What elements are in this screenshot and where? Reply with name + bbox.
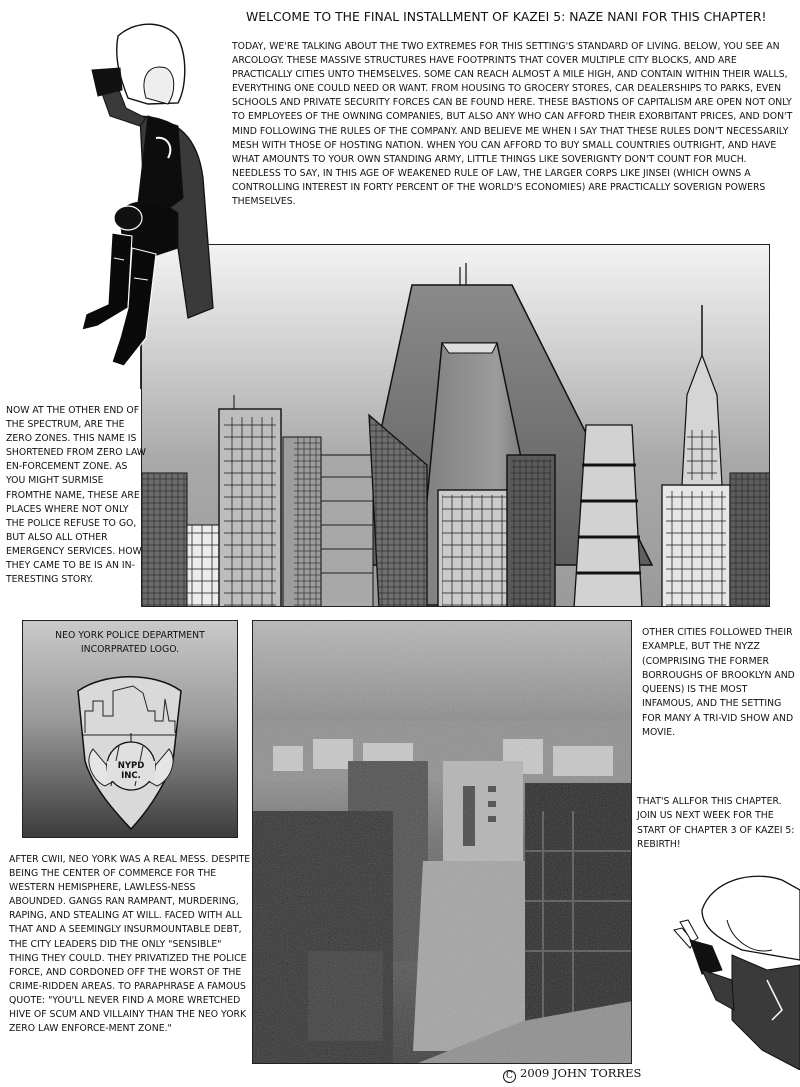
arcology-illustration [142,245,770,607]
character-peace-sign-illustration [672,870,800,1070]
zero-zones-paragraph: NOW AT THE OTHER END OF THE SPECTRUM, ARE THE ZERO ZONES. THIS NAME IS SHORTENED FROM ZERO LAW EN-FORCEMENT ZONE. AS YOU MIGHT SURMISE FROMTHE NAME, THESE ARE PLACES WHERE NOT ONLY THE POLICE REFUSE TO GO, BUT ALSO ALL OTHER EMERGENCY SERVICES. HOW THEY CAME TO BE IS AN IN-TERESTING STORY. [6,405,147,586]
nypd-logo-panel [22,620,238,838]
character-sitting-illustration [28,8,228,383]
ruined-city-photo [253,621,632,1064]
badge-text: NYPD INC. [107,761,155,781]
arcology-panel [141,244,770,607]
logo-caption-line1: NEO YORK POLICE DEPARTMENT [55,630,205,641]
page-title: WELCOME TO THE FINAL INSTALLMENT OF KAZEI 5: NAZE NANI FOR THIS CHAPTER! [246,9,767,24]
cwii-paragraph: AFTER CWII, NEO YORK WAS A REAL MESS. DESPITE BEING THE CENTER OF COMMERCE FOR THE WESTERN HEMISPHERE, LAWLESS-NESS ABOUNDED. GANGS RAN RAMPANT, MURDERING, RAPING, AND STEALING AT WILL. FACED WITH ALL THAT AND A SEEMINGLY INSURMOUNTABLE DEBT, THE CITY LEADERS DID THE ONLY "SENSIBLE" THING THEY COULD. THEY PRIVATIZED THE POLICE FORCE, AND CORDONED OFF THE WORST OF THE CRIME-RIDDEN AREAS. TO PARAPHRASE A FAMOUS QUOTE: "YOU'LL NEVER FIND A MORE WRETCHED HIVE OF SCUM AND VILLAINY THAN THE NEO YORK ZERO LAW ENFORCE-MENT ZONE." [9,854,251,1035]
zero-zone-photo-panel [252,620,632,1064]
logo-caption-line2: INCORPRATED LOGO. [80,644,180,655]
copyright-icon: C [503,1070,516,1083]
copyright-text: 2009 JOHN TORRES [520,1066,642,1080]
nypd-badge-icon [23,621,238,838]
ending-paragraph: THAT'S ALLFOR THIS CHAPTER. JOIN US NEXT WEEK FOR THE START OF CHAPTER 3 OF KAZEI 5: REBIRTH! [637,796,795,850]
nyzz-paragraph: OTHER CITIES FOLLOWED THEIR EXAMPLE, BUT THE NYZZ (COMPRISING THE FORMER BORROUGHS OF BROOKLYN AND QUEENS) IS THE MOST INFAMOUS, AND THE SETTING FOR MANY A TRI-VID SHOW AND MOVIE. [642,627,795,739]
copyright-notice [503,1066,641,1083]
intro-paragraph: TODAY, WE'RE TALKING ABOUT THE TWO EXTREMES FOR THIS SETTING'S STANDARD OF LIVING. BELOW, YOU SEE AN ARCOLOGY. THESE MASSIVE STRUCTURES HAVE FOOTPRINTS THAT COVER MULTIPLE CITY BLOCKS, AND ARE PRACTICALLY CITIES UNTO THEMSELVES. SOME CAN REACH ALMOST A MILE HIGH, AND CONTAIN WITHIN THEIR WALLS, EVERYTHING ONE COULD NEED OR WANT. FROM HOUSING TO GROCERY STORES, CAR DEALERSHIPS TO PARKS, EVEN SCHOOLS AND PRIVATE SECURITY FORCES CAN BE FOUND HERE. THESE BASTIONS OF CAPITALISM ARE OPEN NOT ONLY TO EMPLOYEES OF THE OWNING COMPANIES, BUT ALSO ANY WHO CAN AFFORD THEIR EXORBITANT PRICES, AND DON'T MIND FOLLOWING THE RULES OF THE COMPANY. AND BELIEVE ME WHEN I SAY THAT THESE RULES DON'T NECESSARILY MESH WITH THOSE OF HOSTING NATION. WHEN YOU CAN AFFORD TO BUY SMALL COUNTRIES OUTRIGHT, AND HAVE WHAT AMOUNTS TO YOUR OWN STANDING ARMY, LITTLE THINGS LIKE SOVERIGNTY DON'T COUNT FOR MUCH. NEEDLESS TO SAY, IN THIS AGE OF WEAKENED RULE OF LAW, THE LARGER CORPS LIKE JINSEI (WHICH OWNS A CONTROLLING INTEREST IN FORTY PERCENT OF THE WORLD'S ECONOMIES) ARE PRACTICALLY SOVERIGN POWERS THEMSELVES. [232,41,793,208]
